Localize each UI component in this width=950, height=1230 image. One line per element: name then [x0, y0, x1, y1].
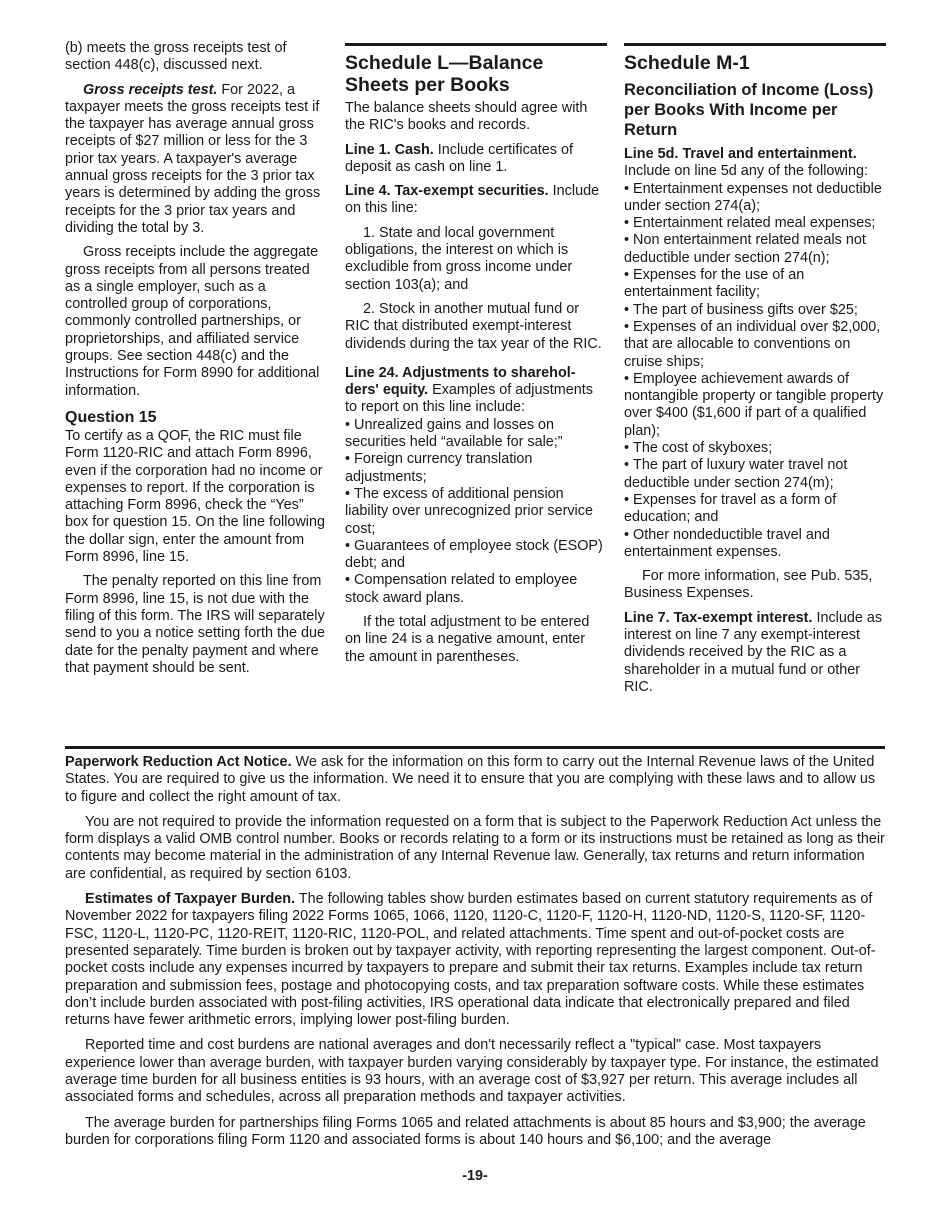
list-item: • Expenses of an individual over $2,000, that are allocable to conventions on cruise ships;	[624, 319, 886, 371]
burden-estimates-paragraph	[65, 891, 885, 1029]
line-4-item-2: 2. Stock in another mutual fund or RIC that distributed exempt-interest dividends during the tax year of the RIC.	[345, 300, 602, 352]
list-item: • Entertainment expenses not deductible under section 274(a);	[624, 181, 886, 216]
section-rule	[624, 43, 886, 46]
omb-paragraph: You are not required to provide the information requested on a form that is subject to the Paperwork Reduction Act unless the form displays a valid OMB control number. Books or records relating to a form or its instructions must be retained as long as their contents may become material in the administration of any Internal Revenue law. Generally, tax returns and return information are confidential, as required by section 6103.	[65, 813, 885, 882]
column-right	[624, 40, 886, 696]
list-item: • Expenses for travel as a form of education; and	[624, 492, 886, 527]
average-burden-paragraph: The average burden for partnerships filing Forms 1065 and related attachments is about 85 hours and $3,900; the average burden for corporations filing Form 1120 and associated forms is about 140 hours and $6,100; and the average	[65, 1114, 866, 1148]
line-24-closing: If the total adjustment to be entered on line 24 is a negative amount, enter the amount in parentheses.	[345, 614, 590, 665]
list-item: • Non entertainment related meals not deductible under section 274(n);	[624, 232, 886, 267]
list-item: • Employee achievement awards of nontangible property or tangible property over $400 ($1,600 if part of a qualified plan);	[624, 371, 886, 440]
list-item: • Guarantees of employee stock (ESOP) debt; and	[345, 538, 607, 573]
schedule-m1-subheading: Reconciliation of Income (Loss) per Books With Income per Return	[624, 81, 874, 139]
column-left	[65, 40, 327, 677]
gross-receipts-include-paragraph: Gross receipts include the aggregate gross receipts from all persons treated as a single employer, such as a controlled group of corporations, commonly controlled partnerships, or proprietorships, and affiliated service groups. See section 448(c) and the Instructions for Form 8990 for additional information.	[65, 244, 320, 399]
list-item: • Entertainment related meal expenses;	[624, 215, 886, 232]
penalty-paragraph: The penalty reported on this line from Form 8996, line 15, is not due with the filing of this form. The IRS will separately send to you a notice setting forth the due date for the penalty payment and where that payment should be sent.	[65, 573, 326, 676]
list-item: • The excess of additional pension liability over unrecognized prior service cost;	[345, 486, 607, 538]
more-info-paragraph: For more information, see Pub. 535, Business Expenses.	[624, 568, 873, 602]
paperwork-section	[65, 746, 885, 1157]
line-24-heading: Line 24. Adjustments to sharehol-ders' equity.	[345, 364, 576, 399]
line-7-heading: Line 7. Tax-exempt interest.	[624, 609, 813, 626]
line-1-heading: Line 1. Cash.	[345, 141, 434, 158]
list-item: • The part of luxury water travel not deductible under section 274(m);	[624, 457, 886, 492]
gross-receipts-test-heading: Gross receipts test.	[83, 81, 218, 98]
gross-receipts-test-paragraph	[65, 82, 327, 238]
question-15-paragraph: To certify as a QOF, the RIC must file Form 1120-RIC and attach Form 8996, even if the corporation had no income or expenses to report. If the corporation is attaching Form 8996, check the “Yes” box for question 15. On the line following the dollar sign, enter the amount from Form 8996, line 15.	[65, 427, 325, 566]
line-7-paragraph	[624, 610, 886, 696]
list-item: • Expenses for the use of an entertainment facility;	[624, 267, 886, 302]
list-item: • Compensation related to employee stock award plans.	[345, 572, 607, 607]
list-item: • Other nondeductible travel and entertainment expenses.	[624, 527, 886, 562]
list-item: • The part of business gifts over $25;	[624, 302, 886, 319]
schedule-l-heading: Schedule L—Balance Sheets per Books	[345, 52, 544, 96]
page-number: -19-	[462, 1168, 488, 1184]
line-5d-paragraph	[624, 146, 886, 181]
section-448c-text: (b) meets the gross receipts test of section 448(c), discussed next.	[65, 40, 287, 74]
list-item: • Foreign currency translation adjustments;	[345, 451, 607, 486]
gross-receipts-test-text: For 2022, a taxpayer meets the gross receipts test if the taxpayer has average annual gross receipts of $27 million or less for the 3 prior tax years. A taxpayer's average annual gross receipts for the 3 prior tax years is determined by adding the gross receipts for the 3 prior tax years and dividing the total by 3.	[65, 81, 321, 236]
section-rule	[345, 43, 607, 46]
question-15-heading: Question 15	[65, 408, 157, 426]
list-item: • The cost of skyboxes;	[624, 440, 886, 457]
line-1-text: Include certificates of deposit as cash on line 1.	[345, 141, 573, 175]
line-4-text: Include on this line:	[345, 183, 600, 217]
line-1-paragraph	[345, 142, 607, 177]
line-7-text: Include as interest on line 7 any exempt-interest dividends received by the RIC as a shareholder in a mutual fund or other RIC.	[624, 609, 883, 695]
paperwork-notice-heading: Paperwork Reduction Act Notice.	[65, 754, 292, 770]
line-5d-heading: Line 5d. Travel and entertainment.	[624, 146, 857, 162]
burden-estimates-text: The following tables show burden estimates based on current statutory requirements as of November 2022 for taxpayers filing 2022 Forms 1065, 1066, 1120, 1120-C, 1120-F, 1120-H, 1120-ND, 1120-S, 1120-SF, 1120-FSC, 1120-L, 1120-PC, 1120-REIT, 1120-RIC, 1120-POL, and related attachments. Time spent and out-of-pocket costs are presented separately. Time burden is broken out by taxpayer activity, with reporting representing the largest component. Out-of-pocket costs include any expenses incurred by taxpayers to prepare and submit their tax returns. Examples include tax return preparation and submission fees, postage and photocopying costs, and tax preparation software costs. While these estimates don’t include burden associated with post-filing activities, IRS operational data indicate that electronically prepared and filed returns have fewer arithmetic errors, implying lower post-filing burden.	[65, 891, 876, 1029]
line-4-paragraph	[345, 183, 607, 218]
schedule-l-intro: The balance sheets should agree with the RIC's books and records.	[345, 100, 588, 134]
line-4-heading: Line 4. Tax-exempt securities.	[345, 183, 549, 200]
line-4-item-1: 1. State and local government obligations, the interest on which is excludible from gross income under section 103(a); and	[345, 224, 573, 293]
national-averages-paragraph: Reported time and cost burdens are national averages and don't necessarily reflect a "typical" case. Most taxpayers experience lower than average burden, with taxpayer burden varying considerably by taxpayer type. For instance, the estimated average time burden for all business entities is 93 hours, with an average cost of $3,927 per return. This average includes all associated forms and schedules, across all preparation methods and taxpayer activities.	[65, 1037, 879, 1106]
line-24-text: Examples of adjustments to report on this line include:	[345, 382, 593, 416]
section-rule	[65, 746, 885, 749]
burden-estimates-heading: Estimates of Taxpayer Burden.	[85, 891, 296, 908]
schedule-m1-heading: Schedule M-1	[624, 52, 750, 74]
paperwork-notice-paragraph	[65, 754, 885, 806]
column-middle	[345, 40, 607, 666]
paperwork-notice-text: We ask for the information on this form to carry out the Internal Revenue laws of the United States. You are required to give us the information. We need it to ensure that you are complying with these laws and to allow us to figure and collect the right amount of tax.	[65, 754, 876, 805]
list-item: • Unrealized gains and losses on securities held “available for sale;”	[345, 417, 607, 452]
line-24-paragraph	[345, 365, 607, 417]
line-5d-text: Include on line 5d any of the following:	[624, 163, 869, 180]
